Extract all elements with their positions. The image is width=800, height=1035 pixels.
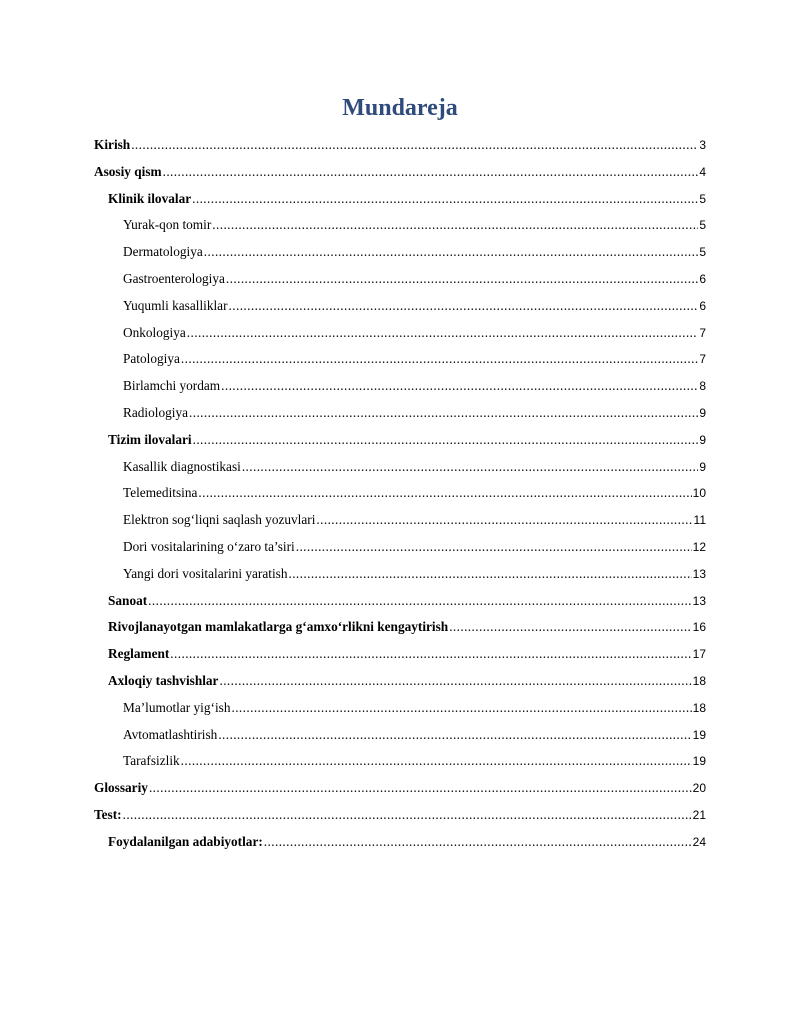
toc-page-number: 7 (699, 325, 706, 340)
toc-dot-leader (181, 748, 692, 775)
toc-entry[interactable] (94, 373, 706, 400)
toc-page-number: 6 (699, 271, 706, 286)
toc-dot-leader (229, 293, 699, 320)
toc-entry-label: Test: (94, 806, 122, 822)
toc-dot-leader (219, 668, 691, 695)
toc-entry-label: Avtomatlashtirish (123, 726, 218, 742)
toc-entry-label: Asosiy qism (94, 163, 162, 179)
toc-dot-leader (212, 212, 698, 239)
toc-entry[interactable] (94, 427, 706, 454)
toc-entry[interactable] (94, 668, 706, 695)
toc-page-number: 12 (692, 539, 706, 554)
toc-page-number: 9 (699, 459, 706, 474)
toc-page-number: 19 (692, 727, 706, 742)
toc-entry-label: Gastroenterologiya (123, 270, 225, 286)
toc-entry-label: Yuqumli kasalliklar (123, 297, 228, 313)
toc-page-number: 13 (692, 566, 706, 581)
toc-dot-leader (170, 641, 691, 668)
toc-page-number: 10 (692, 486, 706, 501)
toc-page-number: 3 (699, 138, 706, 152)
toc-entry[interactable] (94, 802, 706, 829)
toc-entry[interactable] (94, 266, 706, 293)
toc-dot-leader (193, 427, 699, 454)
toc-entry[interactable] (94, 320, 706, 347)
toc-dot-leader (192, 186, 698, 213)
toc-entry[interactable] (94, 132, 706, 159)
toc-entry-label: Tizim ilovalari (108, 431, 192, 447)
toc-entry-label: Sanoat (108, 592, 148, 608)
toc-entry[interactable] (94, 239, 706, 266)
toc-entry[interactable] (94, 212, 706, 239)
toc-entry-label: Glossariy (94, 780, 148, 796)
table-of-contents (94, 132, 706, 856)
toc-entry-label: Telemeditsina (123, 485, 198, 501)
toc-page-number: 7 (699, 352, 706, 367)
toc-entry-label: Tarafsizlik (123, 753, 180, 769)
toc-entry[interactable] (94, 400, 706, 427)
toc-page-number: 4 (699, 164, 706, 179)
toc-entry-label: Elektron sog‘liqni saqlash yozuvlari (123, 512, 316, 528)
toc-entry[interactable] (94, 293, 706, 320)
toc-entry-label: Axloqiy tashvishlar (108, 672, 219, 688)
toc-dot-leader (123, 802, 692, 829)
toc-entry[interactable] (94, 507, 706, 534)
toc-entry-label: Reglament (108, 646, 170, 662)
toc-entry[interactable] (94, 695, 706, 722)
toc-dot-leader (204, 239, 699, 266)
toc-dot-leader (131, 132, 698, 159)
toc-entry-label: Rivojlanayotgan mamlakatlarga g‘amxo‘rlikni kengaytirish (108, 619, 449, 635)
toc-entry-label: Radiologiya (123, 404, 188, 420)
toc-dot-leader (226, 266, 698, 293)
toc-entry-label: Yangi dori vositalarini yaratish (123, 565, 288, 581)
toc-dot-leader (264, 829, 692, 856)
toc-dot-leader (316, 507, 692, 534)
toc-entry-label: Birlamchi yordam (123, 378, 221, 394)
toc-page-number: 17 (692, 647, 706, 662)
toc-entry[interactable] (94, 534, 706, 561)
toc-entry-label: Yurak-qon tomir (123, 217, 212, 233)
toc-page-number: 19 (692, 754, 706, 769)
toc-page-number: 18 (692, 673, 706, 688)
toc-page-number: 8 (699, 379, 706, 394)
toc-entry[interactable] (94, 829, 706, 856)
toc-entry[interactable] (94, 346, 706, 373)
toc-entry[interactable] (94, 159, 706, 186)
toc-entry[interactable] (94, 748, 706, 775)
toc-page-number: 18 (692, 700, 706, 715)
toc-dot-leader (449, 614, 691, 641)
toc-entry[interactable] (94, 641, 706, 668)
toc-entry-label: Foydalanilgan adabiyotlar: (108, 833, 263, 849)
toc-dot-leader (181, 346, 698, 373)
toc-page-number: 6 (699, 298, 706, 313)
toc-page-number: 9 (699, 432, 706, 447)
toc-dot-leader (296, 534, 692, 561)
toc-page-number: 24 (692, 834, 706, 849)
toc-dot-leader (198, 480, 691, 507)
toc-entry-label: Patologiya (123, 351, 180, 367)
toc-page-number: 5 (699, 218, 706, 233)
toc-page-number: 5 (699, 245, 706, 260)
toc-dot-leader (189, 400, 698, 427)
toc-entry[interactable] (94, 186, 706, 213)
toc-entry-label: Kirish (94, 137, 131, 152)
toc-entry-label: Dori vositalarining o‘zaro ta’siri (123, 538, 295, 554)
toc-page-number: 9 (699, 405, 706, 420)
toc-entry[interactable] (94, 454, 706, 481)
toc-dot-leader (148, 588, 691, 615)
toc-entry-label: Dermatologiya (123, 244, 203, 260)
toc-entry-label: Kasallik diagnostikasi (123, 458, 241, 474)
toc-dot-leader (231, 695, 691, 722)
toc-page-number: 16 (692, 620, 706, 635)
toc-entry[interactable] (94, 775, 706, 802)
toc-page-number: 13 (692, 593, 706, 608)
toc-entry[interactable] (94, 614, 706, 641)
toc-entry-label: Onkologiya (123, 324, 186, 340)
toc-dot-leader (149, 775, 692, 802)
toc-dot-leader (288, 561, 691, 588)
toc-page-number: 21 (692, 807, 706, 822)
toc-dot-leader (187, 320, 699, 347)
toc-entry[interactable] (94, 588, 706, 615)
toc-dot-leader (163, 159, 699, 186)
toc-page-number: 11 (693, 513, 706, 528)
toc-entry[interactable] (94, 722, 706, 749)
toc-page-number: 5 (699, 191, 706, 206)
toc-dot-leader (221, 373, 698, 400)
toc-dot-leader (218, 722, 691, 749)
toc-dot-leader (242, 454, 699, 481)
toc-entry[interactable] (94, 561, 706, 588)
toc-entry-label: Klinik ilovalar (108, 190, 192, 206)
toc-entry-label: Ma’lumotlar yig‘ish (123, 699, 231, 715)
toc-title: Mundareja (342, 95, 458, 121)
toc-entry[interactable] (94, 480, 706, 507)
toc-page-number: 20 (692, 781, 706, 796)
